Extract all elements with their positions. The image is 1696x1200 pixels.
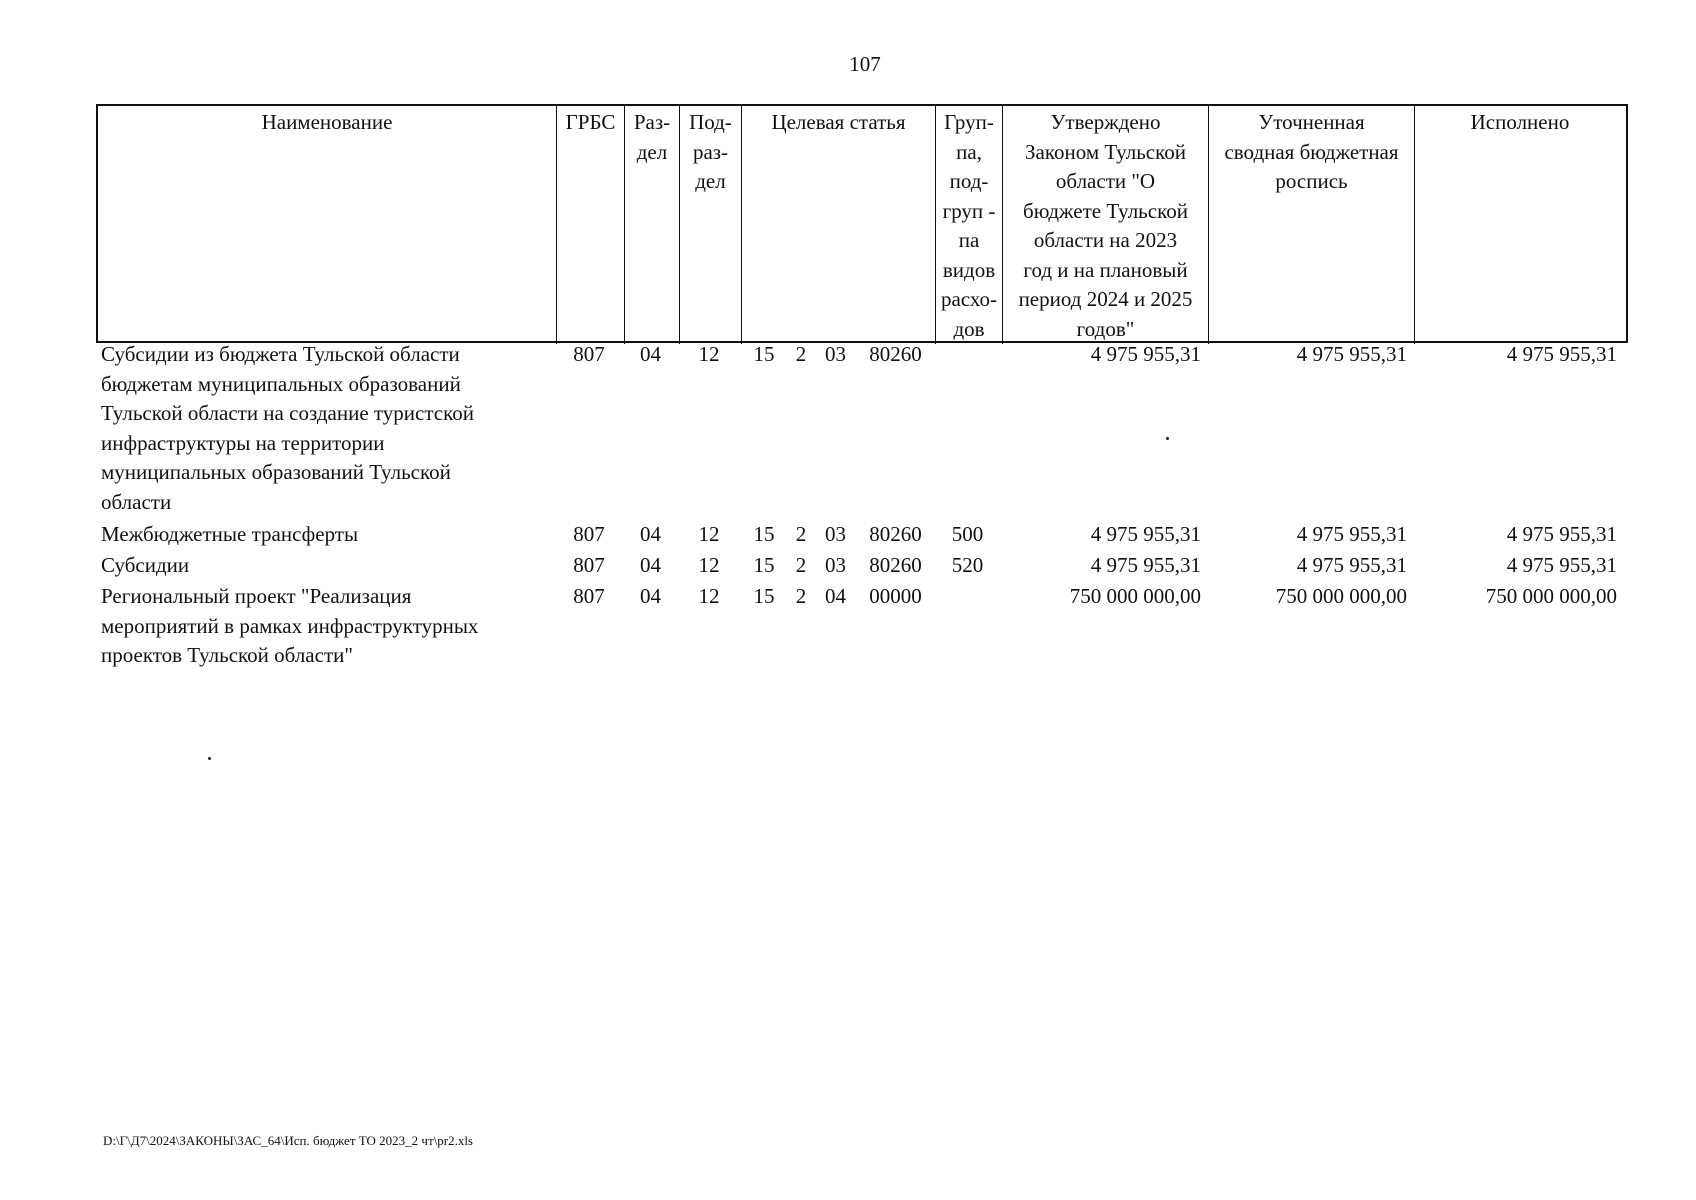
row-group: 520	[951, 553, 984, 577]
scan-speck	[1166, 437, 1169, 440]
row-razdel: 04	[640, 553, 661, 577]
row-target-event: 03	[825, 342, 846, 366]
page-number: 107	[849, 52, 881, 76]
row-approved: 4 975 955,31	[1090, 522, 1201, 546]
row-approved: 4 975 955,31	[1090, 342, 1201, 366]
row-name: Субсидии из бюджета Тульской области бюджетам муниципальных образований Тульской области на создание туристской инфраструктуры на территории муниципальных образований Тульской области	[101, 342, 474, 514]
table-row	[96, 582, 1628, 671]
header-razdel: Раз- дел	[625, 106, 680, 344]
table-header	[96, 104, 1628, 343]
table-row	[96, 551, 1628, 581]
row-razdel: 04	[640, 342, 661, 366]
row-target-subprogram: 2	[795, 522, 807, 546]
header-group: Груп- па, под- груп - па видов расхо- дов	[936, 106, 1003, 344]
row-target-code: 00000	[869, 584, 922, 608]
row-approved: 4 975 955,31	[1090, 553, 1201, 577]
row-target-program: 15	[753, 584, 775, 608]
row-refined: 4 975 955,31	[1296, 553, 1407, 577]
row-name: Субсидии	[101, 553, 190, 577]
header-refined: Уточненная сводная бюджетная роспись	[1209, 106, 1415, 344]
header-name: Наименование	[98, 106, 557, 344]
scan-speck	[208, 757, 211, 760]
row-target-code: 80260	[869, 553, 922, 577]
row-executed: 4 975 955,31	[1506, 342, 1617, 366]
row-razdel: 04	[640, 584, 661, 608]
row-podrazdel: 12	[698, 522, 720, 546]
row-target-event: 04	[825, 584, 846, 608]
row-target-subprogram: 2	[795, 553, 807, 577]
row-executed: 750 000 000,00	[1485, 584, 1617, 608]
row-group	[934, 340, 1001, 517]
header-target-article: Целевая статья	[742, 106, 936, 344]
row-podrazdel: 12	[698, 342, 720, 366]
row-target-subprogram: 2	[795, 584, 807, 608]
row-target-event: 03	[825, 522, 846, 546]
row-target-code: 80260	[869, 342, 922, 366]
header-executed: Исполнено	[1470, 110, 1570, 134]
row-podrazdel: 12	[698, 553, 720, 577]
row-target-subprogram: 2	[795, 342, 807, 366]
header-grbs: ГРБС	[557, 106, 625, 344]
header-approved: Утверждено Законом Тульской области "О бюджете Тульской области на 2023 год и на плановый период 2024 и 2025 годов"	[1003, 106, 1209, 344]
row-razdel: 04	[640, 522, 661, 546]
header-podrazdel: Под- раз- дел	[680, 106, 742, 344]
row-target-program: 15	[753, 342, 775, 366]
row-executed: 4 975 955,31	[1506, 522, 1617, 546]
row-group	[934, 582, 1001, 671]
row-grbs: 807	[573, 522, 605, 546]
row-grbs: 807	[573, 342, 605, 366]
table-row	[96, 520, 1628, 550]
row-target-event: 03	[825, 553, 846, 577]
row-target-code: 80260	[869, 522, 922, 546]
row-target-program: 15	[753, 522, 775, 546]
row-grbs: 807	[573, 584, 605, 608]
row-executed: 4 975 955,31	[1506, 553, 1617, 577]
row-approved: 750 000 000,00	[1069, 584, 1201, 608]
row-refined: 4 975 955,31	[1296, 522, 1407, 546]
row-refined: 750 000 000,00	[1275, 584, 1407, 608]
file-path: D:\Г\Д7\2024\ЗАКОНЫ\ЗАС_64\Исп. бюджет ТО 2023_2 чт\pr2.xls	[103, 1133, 473, 1148]
row-refined: 4 975 955,31	[1296, 342, 1407, 366]
table-row	[96, 340, 1628, 517]
row-grbs: 807	[573, 553, 605, 577]
row-podrazdel: 12	[698, 584, 720, 608]
row-group: 500	[951, 522, 984, 546]
row-name: Региональный проект "Реализация мероприятий в рамках инфраструктурных проектов Тульской области"	[101, 584, 479, 667]
row-target-program: 15	[753, 553, 775, 577]
row-name: Межбюджетные трансферты	[101, 522, 359, 546]
